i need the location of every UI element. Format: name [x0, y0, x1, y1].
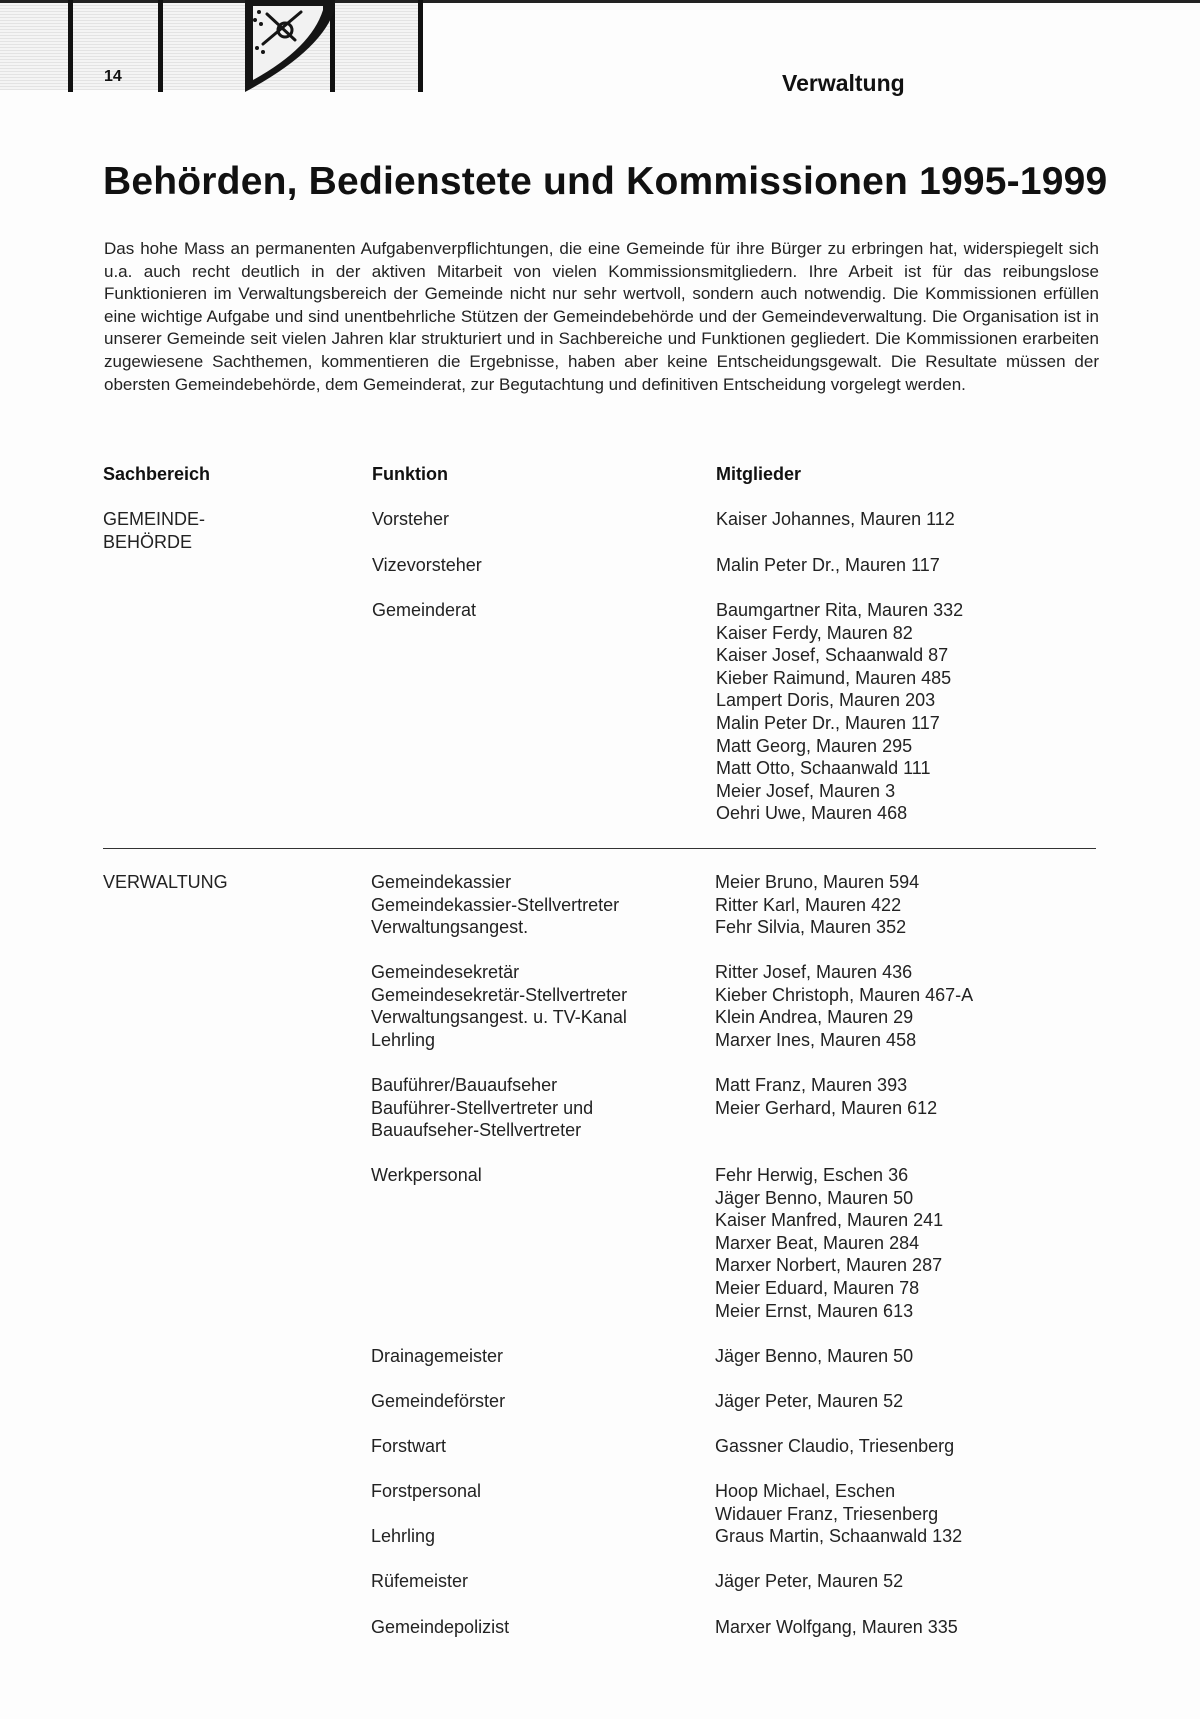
intro-paragraph: Das hohe Mass an permanenten Aufgabenverpflichtungen, die eine Gemeinde für ihre Bürger zu erbringen hat, widerspiegelt sich u.a. auch recht deutlich in der aktiven Mitarbeit von vielen Kommissionsmitgliedern. Ihre Arbeit ist für das reibungslose Funktionieren im Verwaltungsbereich der Gemeinde nicht nur sehr wertvoll, sondern auch notwendig. Die Kommissionen erfüllen eine wichtige Aufgabe und sind unentbehrliche Stützen der Gemeindebehörde und der Gemeindeverwaltung. Die Organisation ist in unserer Gemeinde seit vielen Jahren klar strukturiert und in Sachbereiche und Funktionen gegliedert. Die Kommissionen erarbeiten zugewiesene Sachthemen, kommentieren die Ergebnisse, haben aber keine Entscheidungsgewalt. Die Resultate müssen der obersten Gemeindebehörde, dem Gemeinderat, zur Begutachtung und definitiven Entscheidung vorgelegt werden. [104, 239, 1099, 394]
sachbereich-line: GEMEINDE- [103, 509, 206, 529]
funktion-line: Gemeinderat [372, 600, 477, 620]
member-line: Marxer Beat, Mauren 284 [715, 1232, 920, 1253]
funktion-cell [372, 554, 482, 577]
member-line: Matt Franz, Mauren 393 [715, 1075, 908, 1095]
mitglieder-cell [716, 508, 955, 531]
funktion-cell [371, 1435, 446, 1458]
member-line: Kaiser Josef, Schaanwald 87 [716, 645, 949, 666]
member-line: Matt Georg, Mauren 295 [716, 735, 913, 756]
member-line: Widauer Franz, Triesenberg [715, 1503, 939, 1524]
member-line: Marxer Wolfgang, Mauren 335 [715, 1617, 958, 1637]
sachbereich-label [103, 508, 205, 553]
mitglieder-cell [715, 1435, 954, 1458]
member-line: Kieber Raimund, Mauren 485 [716, 667, 952, 688]
header-rule [0, 0, 1200, 3]
funktion-line: Forstwart [371, 1436, 447, 1456]
member-line: Marxer Norbert, Mauren 287 [715, 1255, 943, 1276]
member-line: Klein Andrea, Mauren 29 [715, 1007, 914, 1028]
header-bar [68, 0, 73, 92]
member-line: Malin Peter Dr., Mauren 117 [716, 712, 940, 733]
mitglieder-cell [716, 554, 940, 577]
member-line: Ritter Josef, Mauren 436 [715, 962, 913, 982]
member-line: Kieber Christoph, Mauren 467-A [715, 984, 974, 1005]
funktion-line: Lehrling [371, 1526, 436, 1546]
mitglieder-cell [715, 961, 973, 1051]
mitglieder-cell [715, 1570, 903, 1593]
member-line: Meier Ernst, Mauren 613 [715, 1300, 914, 1321]
member-line: Ritter Karl, Mauren 422 [715, 894, 902, 915]
member-line: Gassner Claudio, Triesenberg [715, 1436, 955, 1456]
funktion-line: Gemeindesekretär-Stellvertreter [371, 984, 628, 1005]
funktion-cell [371, 961, 627, 1051]
page-title: Behörden, Bedienstete und Kommissionen 1995-1999 [103, 160, 1108, 203]
funktion-line: Drainagemeister [371, 1346, 504, 1366]
header-band [0, 0, 420, 90]
funktion-line: Bauaufseher-Stellvertreter [371, 1120, 582, 1141]
funktion-line: Bauführer-Stellvertreter und [371, 1097, 594, 1118]
member-line: Fehr Herwig, Eschen 36 [715, 1165, 909, 1185]
member-line: Meier Gerhard, Mauren 612 [715, 1097, 938, 1118]
member-line: Jäger Benno, Mauren 50 [715, 1187, 914, 1208]
sachbereich-line: VERWALTUNG [103, 872, 228, 892]
funktion-cell [371, 1570, 468, 1593]
funktion-line: Lehrling [371, 1029, 436, 1050]
funktion-cell [372, 599, 476, 622]
member-line: Meier Josef, Mauren 3 [716, 780, 896, 801]
funktion-cell [372, 508, 449, 531]
funktion-cell [371, 1345, 503, 1368]
funktion-line: Verwaltungsangest. [371, 917, 529, 938]
member-line: Meier Bruno, Mauren 594 [715, 872, 920, 892]
member-line: Fehr Silvia, Mauren 352 [715, 917, 907, 938]
funktion-line: Werkpersonal [371, 1165, 482, 1185]
funktion-line: Vorsteher [372, 509, 450, 529]
funktion-line: Gemeindekassier-Stellvertreter [371, 894, 620, 915]
page-number: 14 [104, 68, 122, 85]
column-header-funktion: Funktion [372, 464, 448, 484]
member-line: Jäger Benno, Mauren 50 [715, 1346, 914, 1366]
mitglieder-cell [715, 1345, 913, 1368]
section-title: Verwaltung [782, 70, 905, 96]
member-line: Lampert Doris, Mauren 203 [716, 690, 936, 711]
member-line: Baumgartner Rita, Mauren 332 [716, 600, 964, 620]
coat-of-arms-icon [243, 0, 343, 94]
mitglieder-cell [715, 1074, 937, 1119]
funktion-cell [371, 871, 619, 939]
mitglieder-cell [715, 1164, 943, 1322]
member-line: Kaiser Manfred, Mauren 241 [715, 1210, 944, 1231]
column-header-sachbereich: Sachbereich [103, 464, 211, 484]
section-divider [103, 848, 1096, 849]
funktion-line: Gemeindeförster [371, 1391, 506, 1411]
member-line: Malin Peter Dr., Mauren 117 [716, 555, 940, 575]
funktion-line: Gemeindekassier [371, 872, 512, 892]
member-line: Meier Eduard, Mauren 78 [715, 1277, 920, 1298]
member-line: Kaiser Ferdy, Mauren 82 [716, 622, 913, 643]
sachbereich-line: BEHÖRDE [103, 531, 193, 552]
member-line: Marxer Ines, Mauren 458 [715, 1029, 917, 1050]
funktion-line: Gemeindepolizist [371, 1617, 510, 1637]
funktion-line: Forstpersonal [371, 1481, 482, 1501]
mitglieder-cell [715, 1480, 938, 1525]
funktion-cell [371, 1074, 593, 1142]
column-header-mitglieder: Mitglieder [716, 464, 802, 484]
funktion-line: Bauführer/Bauaufseher [371, 1075, 558, 1095]
header-bar [158, 0, 163, 92]
funktion-line: Verwaltungsangest. u. TV-Kanal [371, 1007, 627, 1028]
sachbereich-label [103, 871, 228, 894]
funktion-cell [371, 1616, 509, 1639]
mitglieder-cell [715, 1390, 903, 1413]
member-line: Hoop Michael, Eschen [715, 1481, 896, 1501]
mitglieder-cell [715, 871, 919, 939]
funktion-cell [371, 1480, 481, 1503]
member-line: Graus Martin, Schaanwald 132 [715, 1526, 963, 1546]
member-line: Jäger Peter, Mauren 52 [715, 1391, 904, 1411]
funktion-line: Gemeindesekretär [371, 962, 520, 982]
mitglieder-cell [715, 1525, 962, 1548]
funktion-cell [371, 1525, 435, 1548]
member-line: Oehri Uwe, Mauren 468 [716, 803, 908, 824]
funktion-cell [371, 1390, 505, 1413]
header-bar [418, 0, 423, 92]
member-line: Matt Otto, Schaanwald 111 [716, 758, 931, 779]
mitglieder-cell [715, 1616, 958, 1639]
mitglieder-cell [716, 599, 963, 825]
funktion-cell [371, 1164, 482, 1187]
member-line: Kaiser Johannes, Mauren 112 [716, 509, 955, 529]
funktion-line: Vizevorsteher [372, 555, 482, 575]
funktion-line: Rüfemeister [371, 1571, 469, 1591]
member-line: Jäger Peter, Mauren 52 [715, 1571, 904, 1591]
